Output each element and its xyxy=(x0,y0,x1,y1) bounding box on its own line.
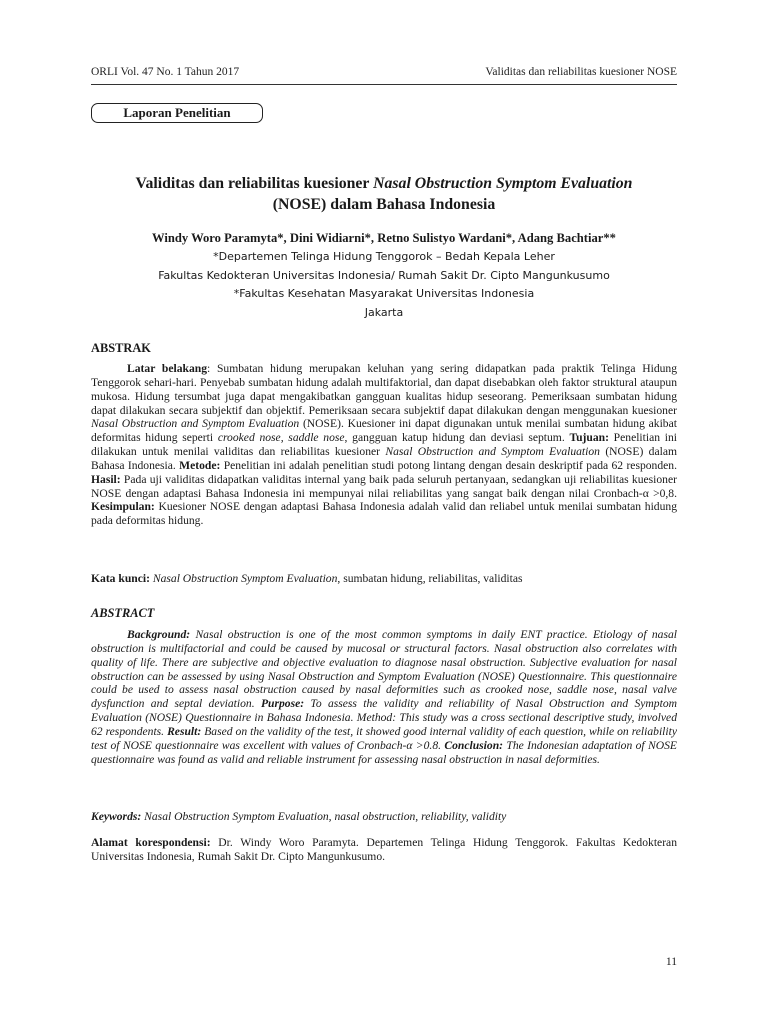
running-title: Validitas dan reliabilitas kuesioner NOSE xyxy=(485,66,677,78)
abstrak-body xyxy=(91,362,677,528)
tujuan-italic: Nasal Obstruction and Symptom Evaluation xyxy=(385,445,600,459)
title-line-2: (NOSE) dalam Bahasa Indonesia xyxy=(272,196,496,213)
affiliation-line: Fakultas Kedokteran Universitas Indonesia/ Rumah Sakit Dr. Cipto Mangunkusumo xyxy=(158,268,610,282)
affiliation-line: Jakarta xyxy=(364,305,404,319)
abstrak-heading: ABSTRAK xyxy=(91,341,151,355)
purpose-text: To assess the validity and reliability of Nasal Obstruction and Symptom Evaluation (NOSE) Questionnaire in Bahasa Indonesia. Method: This study was a cross sectional descriptive study, involved 62 respondents. xyxy=(91,697,677,738)
affiliation-line: *Fakultas Kesehatan Masyarakat Universitas Indonesia xyxy=(233,287,535,300)
kesimpulan-text: Kuesioner NOSE dengan adaptasi Bahasa Indonesia adalah valid dan reliabel untuk menilai sumbatan hidung pada deformitas hidung. xyxy=(91,500,677,528)
page-number: 11 xyxy=(665,955,677,968)
keywords-label: Keywords: xyxy=(91,810,142,823)
result-label: Result: xyxy=(167,724,202,738)
latar-text: : Sumbatan hidung merupakan keluhan yang sering didapatkan pada praktik Telinga Hidung Tenggorok sehari-hari. Penyebab sumbatan hidung adalah multifaktorial, dan dapat disebabkan oleh faktor struktural ataupun mukosa. Hidung tersumbat juga dapat mengakibatkan gangguan kualitas hidup seseorang. Pemeriksaan sumbatan hidung dapat dilakukan secara subjektif dan objektif. Pemeriksaan secara subjektif dapat dilakukan dengan menggunakan kuesioner xyxy=(91,362,678,417)
journal-info: ORLI Vol. 47 No. 1 Tahun 2017 xyxy=(91,66,240,78)
title-part-1: Validitas dan reliabilitas kuesioner xyxy=(135,175,374,192)
background-text: Nasal obstruction is one of the most common symptoms in daily ENT practice. Etiology of nasal obstruction is multifactorial and could be caused by mucosal or structural factors. Nasal obstruction also correlates with quality of life. There are subjective and objective evaluation to diagnose nasal obstruction. Subjective evaluation for nasal obstruction can be assessed by using Nasal Obstruction and Symptom Evaluation (NOSE) Questionnaire. This questionnaire could be used to assess nasal obstruction caused by nasal deformities such as crooked nose, saddle nose, nasal valve dysfunction and septal deviation. xyxy=(91,628,677,711)
abstract-body xyxy=(91,628,677,766)
running-header xyxy=(91,66,677,84)
tujuan-label: Tujuan: xyxy=(569,431,609,445)
title-part-2: Nasal Obstruction Symptom Evaluation xyxy=(373,175,633,192)
abstract-heading: ABSTRACT xyxy=(91,606,155,620)
kata-kunci-label: Kata kunci: xyxy=(91,572,150,585)
hasil-label: Hasil: xyxy=(91,472,121,486)
author-list: Windy Woro Paramyta*, Dini Widiarni*, Retno Sulistyo Wardani*, Adang Bachtiar** xyxy=(152,231,616,245)
latar-text-3: , gangguan katup hidung dan deviasi septum. xyxy=(344,431,565,445)
kata-kunci xyxy=(91,572,677,586)
affiliation-line: *Departemen Telinga Hidung Tenggorok – Bedah Kepala Leher xyxy=(213,250,555,263)
metode-label: Metode: xyxy=(179,458,221,472)
kata-kunci-text: , sumbatan hidung, reliabilitas, validitas xyxy=(337,572,523,585)
latar-text-2: (NOSE). Kuesioner ini dapat digunakan untuk menilai sumbatan hidung akibat deformitas hidung seperti xyxy=(91,417,677,445)
result-text: Based on the validity of the test, it showed good internal validity of each question, while on reliability test of NOSE questionnaire was excellent with values of Cronbach-α >0.8. xyxy=(91,724,677,752)
affiliations xyxy=(91,248,677,322)
correspondence-text: Dr. Windy Woro Paramyta. Departemen Telinga Hidung Tenggorok. Fakultas Kedokteran Universitas Indonesia, Rumah Sakit Dr. Cipto Mangunkusumo. xyxy=(91,836,677,863)
conclusion-label: Conclusion: xyxy=(444,738,504,752)
kata-kunci-italic: Nasal Obstruction Symptom Evaluation xyxy=(149,572,338,585)
tujuan-text: Penelitian ini dilakukan untuk menilai validitas dan reliabilitas kuesioner xyxy=(91,431,677,459)
latar-label: Latar belakang xyxy=(127,362,207,375)
article-type-label: Laporan Penelitian xyxy=(91,103,263,123)
article-title xyxy=(91,173,677,215)
correspondence xyxy=(91,836,677,864)
tujuan-text-2: (NOSE) dalam Bahasa Indonesia. xyxy=(91,445,677,472)
kesimpulan-label: Kesimpulan: xyxy=(91,500,155,514)
keywords-text: Nasal Obstruction Symptom Evaluation, nasal obstruction, reliability, validity xyxy=(141,810,507,823)
correspondence-label: Alamat korespondensi: xyxy=(91,836,211,849)
keywords xyxy=(91,810,677,824)
metode-text: Penelitian ini adalah penelitian studi potong lintang dengan desain deskriptif pada 62 responden. xyxy=(220,458,677,472)
header-rule xyxy=(91,84,677,85)
hasil-text: Pada uji validitas didapatkan validitas internal yang baik pada seluruh pertanyaan, sedangkan uji reliabilitas kuesioner NOSE dengan adaptasi Bahasa Indonesia ini mempunyai nilai reliabilitas yang sangat baik dengan nilai Cronbach-α >0,8. xyxy=(91,472,677,500)
latar-italic-2: crooked nose, saddle nose xyxy=(217,431,345,445)
background-label: Background: xyxy=(127,628,191,641)
latar-italic: Nasal Obstruction and Symptom Evaluation xyxy=(91,417,300,431)
conclusion-text: The Indonesian adaptation of NOSE questionnaire was found as valid and reliable instrument for assessing nasal obstruction in nasal deformities. xyxy=(91,738,677,766)
purpose-label: Purpose: xyxy=(260,697,305,711)
